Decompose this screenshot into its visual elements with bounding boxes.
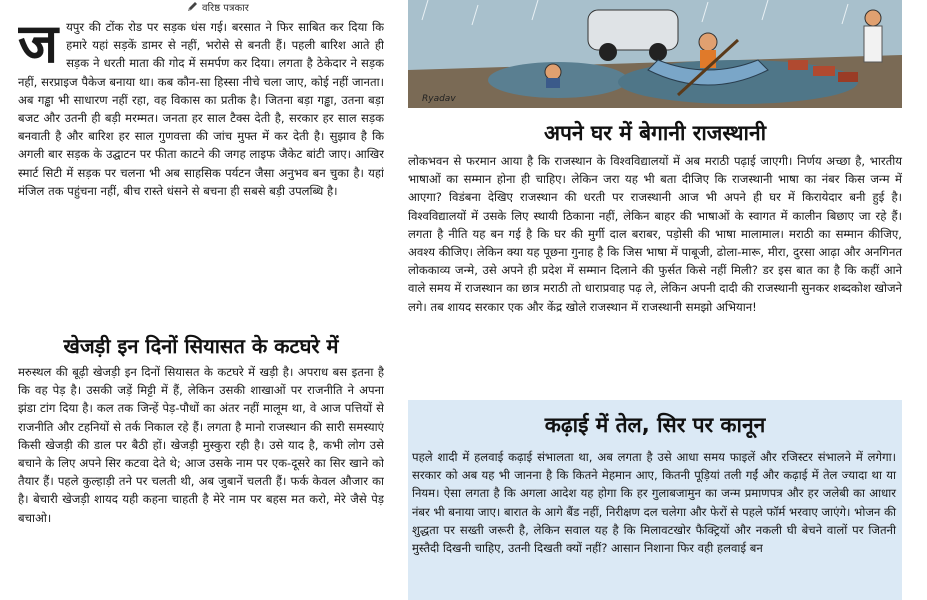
dropcap: ज bbox=[18, 12, 59, 75]
cartoon-illustration bbox=[408, 0, 902, 108]
article-khejri bbox=[18, 363, 384, 527]
byline bbox=[186, 0, 249, 14]
article-khejri-headline: खेजड़ी इन दिनों सियासत के कटघरे में bbox=[63, 334, 339, 358]
article-road-collapse-body bbox=[18, 12, 384, 200]
article-halwai bbox=[408, 442, 902, 557]
cartoon-signature: Ryadav bbox=[422, 94, 456, 104]
article-khejri-text: मरुस्थल की बूढ़ी खेजड़ी इन दिनों सियासत के कटघरे में खड़ी है। अपराध बस इतना है कि वह पेड़ है। उसकी जड़ें मिट्टी में हैं, लेकिन उसकी शाखाओं पर राजनीति ने अपना झंडा टांग दिया है। कल तक जिन्हें पेड़-पौधों का अंतर नहीं मालूम था, वे आज पत्तियों से राजनीति और टहनियों से तर्क निकाल रहे हैं। लगता है मानो राजस्थान की सारी समस्याएं किसी खेजड़ी की डाल पर बैठी हों। खेजड़ी मुस्कुरा रही है। उसे याद है, कभी लोग उसे बचाने के लिए अपने सिर कटवा देते थे; आज उसके नाम पर एक-दूसरे का सिर खाने को तैयार हैं। पहले कुल्हाड़ी तने पर चलती थी, अब जुबानें चलती हैं। फर्क केवल औजार का है। बेचारी खेजड़ी शायद यही कहना चाहती है मेरे नाम पर बहस मत करो, मेरे जैसे पेड़ बचाओ। bbox=[18, 365, 384, 525]
article-rajasthani bbox=[408, 152, 902, 316]
article-rajasthani-headline: अपने घर में बेगानी राजस्थानी bbox=[543, 121, 767, 145]
right-column bbox=[408, 0, 904, 600]
pen-icon bbox=[186, 1, 198, 13]
left-column bbox=[18, 0, 384, 600]
article-rajasthani-text: लोकभवन से फरमान आया है कि राजस्थान के विश्वविद्यालयों में अब मराठी पढ़ाई जाएगी। निर्णय अच्छा है, भारतीय भाषाओं का सम्मान होना ही चाहिए। लेकिन जरा यह भी बता दीजिए कि राजस्थानी भाषा का नंबर किस जन्म में आएगा? विडंबना देखिए राजस्थान की धरती पर राजस्थानी आज भी अपने ही घर में किरायेदार बनी हुई है। विश्वविद्यालयों में उसके लिए स्थायी ठिकाना नहीं, लेकिन बाहर की भाषाओं के स्वागत में कालीन बिछाए जा रहे हैं। लगता है नीति यह बन गई है कि घर की मुर्गी दाल बराबर, पड़ोसी की भाषा मालामाल। मराठी का सम्मान कीजिए, अवश्य कीजिए। लेकिन क्या यह पूछना गुनाह है कि जिस भाषा में पाबूजी, ढोला-मारू, मीरा, दुरसा आढ़ा और अनगिनत लोककाव्य जन्मे, उसे अपने ही प्रदेश में सम्मान दिलाने की फुर्सत किसे नहीं मिली? डर इस बात का है कि कहीं आने वाले समय में राजस्थान का छात्र मराठी तो धाराप्रवाह पढ़ ले, लेकिन अपनी दादी की राजस्थानी सुनकर शब्दकोश खोजने लगे। तब शायद सरकार एक और केंद्र खोले राजस्थान में राजस्थानी समझो अभियान! bbox=[408, 154, 902, 314]
article-road-collapse bbox=[18, 12, 384, 200]
article-halwai-headline: कढ़ाई में तेल, सिर पर कानून bbox=[544, 413, 766, 437]
article-halwai-box bbox=[408, 400, 902, 600]
cartoon-drawing bbox=[408, 0, 902, 108]
article-halwai-text: पहले शादी में हलवाई कढ़ाई संभालता था, अब लगता है उसे आधा समय फाइलें और रजिस्टर संभालने में लगेगा। सरकार को अब यह भी जानना है कि कितने मेहमान आए, कितनी पूड़ियां तली गईं और कढ़ाई में तेल ज्यादा था या नियम। ऐसा लगता है कि अगला आदेश यह होगा कि हर गुलाबजामुन का जन्म प्रमाणपत्र और हर जलेबी का आधार नंबर भी बनाया जाए। बारात के आगे बैंड नहीं, निरीक्षण दल चलेगा और फेरों से पहले फॉर्म भरवाए जाएंगे। भोजन की शुद्धता पर सख्ती जरूरी है, लेकिन सवाल यह है कि मिलावटखोर फैक्ट्रियों और नकली घी बेचने वालों पर जितनी मुस्तैदी दिखनी चाहिए, उतनी दिखती क्यों नहीं? आसान निशाना फिर वही हलवाई बन bbox=[412, 450, 896, 556]
article-road-collapse-text: यपुर की टोंक रोड पर सड़क धंस गई। बरसात ने फिर साबित कर दिया कि हमारे यहां सड़कें डामर से नहीं, भरोसे से बनती हैं। पहली बारिश आते ही सड़क ने धरती माता की गोद में समर्पण कर दिया। लगता है ठेकेदार ने सड़क नहीं, सरप्राइज पैकेज बनाया था। कब कौन-सा हिस्सा नीचे चला जाए, कोई नहीं जानता। अब गड्ढा भी साधारण नहीं रहा, वह विकास का प्रतीक है। जितना बड़ा गड्ढा, उतना बड़ा बजट और उतनी ही बड़ी मरम्मत। जनता हर साल टैक्स देती है, सरकार हर साल सड़क बनवाती है और बारिश हर साल गुणवत्ता की जांच मुफ्त में कर देती है। सुझाव है कि अगली बार सड़क के उद्घाटन पर फीता काटने की जगह लाइफ जैकेट बांटी जाए। आखिर स्मार्ट सिटी में सड़क पर चलना भी अब साहसिक पर्यटन जैसा अनुभव बन चुका है। यहां मंजिल तक पहुंचना नहीं, बीच रास्ते धंसने से बचना ही सबसे बड़ी उपलब्धि है। bbox=[18, 20, 384, 198]
byline-text: वरिष्ठ पत्रकार bbox=[202, 3, 249, 14]
